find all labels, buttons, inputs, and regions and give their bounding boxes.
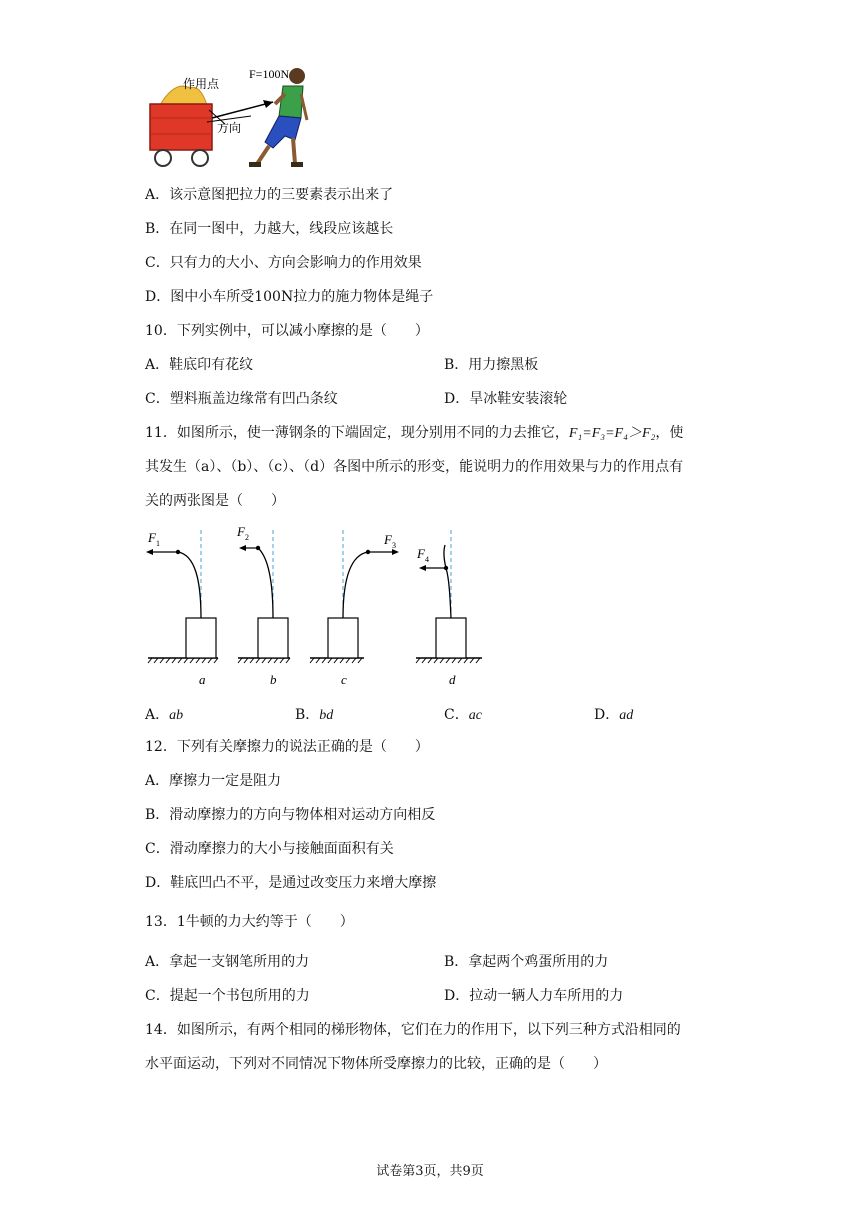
q11-option-a: A．ab (145, 707, 184, 723)
q13-option-b: B．拿起两个鸡蛋所用的力 (444, 954, 609, 970)
base-block-a (186, 618, 216, 658)
strip-b (258, 548, 273, 618)
q11-formula: F₁=F₃=F₄＞F₂ (568, 426, 656, 441)
q12-stem: 12．下列有关摩擦力的说法正确的是（ ） (145, 739, 429, 755)
svg-text:1: 1 (156, 539, 160, 548)
q13-option-d: D．拉动一辆人力车所用的力 (444, 988, 624, 1004)
caption-a: a (199, 672, 206, 687)
q10-stem: 10．下列实例中，可以减小摩擦的是（ ） (145, 323, 429, 339)
caption-d: d (449, 672, 456, 687)
label-force: F=100N (249, 67, 290, 81)
q9-option-d: D．图中小车所受100N拉力的施力物体是绳子 (145, 289, 434, 305)
q13-stem: 13．1牛顿的力大约等于（ ） (145, 914, 354, 930)
q10-option-c: C．塑料瓶盖边缘常有凹凸条纹 (145, 391, 338, 407)
label-direction: 方向 (217, 121, 242, 135)
q11-option-b: B．bd (295, 707, 334, 723)
q12-option-b: B．滑动摩擦力的方向与物体相对运动方向相反 (145, 807, 436, 823)
force-arrow (212, 102, 273, 118)
person-head (289, 68, 305, 84)
q11-option-d: D．ad (594, 707, 634, 723)
force-label-3: F (384, 532, 392, 547)
q11-stem-line1: 11．如图所示，使一薄钢条的下端固定，现分别用不同的力去推它，F₁=F₃=F₄＞F₂，使 (145, 425, 684, 441)
base-block-b (258, 618, 288, 658)
q11-option-c: C．ac (444, 707, 482, 723)
label-action-point: 作用点 (183, 77, 220, 91)
q14-stem-line2: 水平面运动，下列对不同情况下物体所受摩擦力的比较，正确的是（ ） (145, 1056, 607, 1072)
q9-option-c: C．只有力的大小、方向会影响力的作用效果 (145, 255, 422, 271)
cart-body (150, 104, 212, 150)
q14-stem-line1: 14．如图所示，有两个相同的梯形物体，它们在力的作用下，以下列三种方式沿相同的 (145, 1022, 681, 1038)
person-pants (265, 116, 301, 148)
cart-pull-figure (145, 60, 325, 175)
q10-option-d: D．旱冰鞋安装滚轮 (444, 391, 568, 407)
strip-a (178, 552, 201, 618)
q10-option-a: A．鞋底印有花纹 (145, 357, 254, 373)
force-label-4: F (417, 546, 425, 561)
q13-option-a: A．拿起一支钢笔所用的力 (145, 954, 310, 970)
caption-b: b (270, 672, 277, 687)
strip-d (444, 545, 451, 618)
svg-text:2: 2 (245, 533, 249, 542)
q12-option-a: A．摩擦力一定是阻力 (145, 773, 282, 789)
person-shirt (279, 86, 303, 118)
q12-option-d: D．鞋底凹凸不平，是通过改变压力来增大摩擦 (145, 875, 437, 891)
q11-stem-line3: 关的两张图是（ ） (145, 493, 285, 509)
force-label-2: F (237, 524, 245, 539)
q9-option-b: B．在同一图中，力越大，线段应该越长 (145, 221, 394, 237)
page-footer: 试卷第3页，共9页 (376, 1164, 484, 1179)
caption-c: c (341, 672, 347, 687)
svg-text:3: 3 (392, 541, 396, 550)
force-label-1: F (148, 530, 156, 545)
base-block-d (436, 618, 466, 658)
q10-option-b: B．用力擦黑板 (444, 357, 539, 373)
q12-option-c: C．滑动摩擦力的大小与接触面面积有关 (145, 841, 394, 857)
cart-wheel (155, 150, 171, 166)
q9-option-a: A．该示意图把拉力的三要素表示出来了 (145, 187, 394, 203)
q11-stem-line2: 其发生（a）、（b）、（c）、（d）各图中所示的形变，能说明力的作用效果与力的作用点有 (145, 459, 684, 475)
base-block-c (328, 618, 358, 658)
steel-strip-figure (140, 520, 490, 690)
q13-option-c: C．提起一个书包所用的力 (145, 988, 310, 1004)
strip-c (343, 552, 368, 618)
cart-wheel (192, 150, 208, 166)
svg-text:4: 4 (425, 555, 429, 564)
